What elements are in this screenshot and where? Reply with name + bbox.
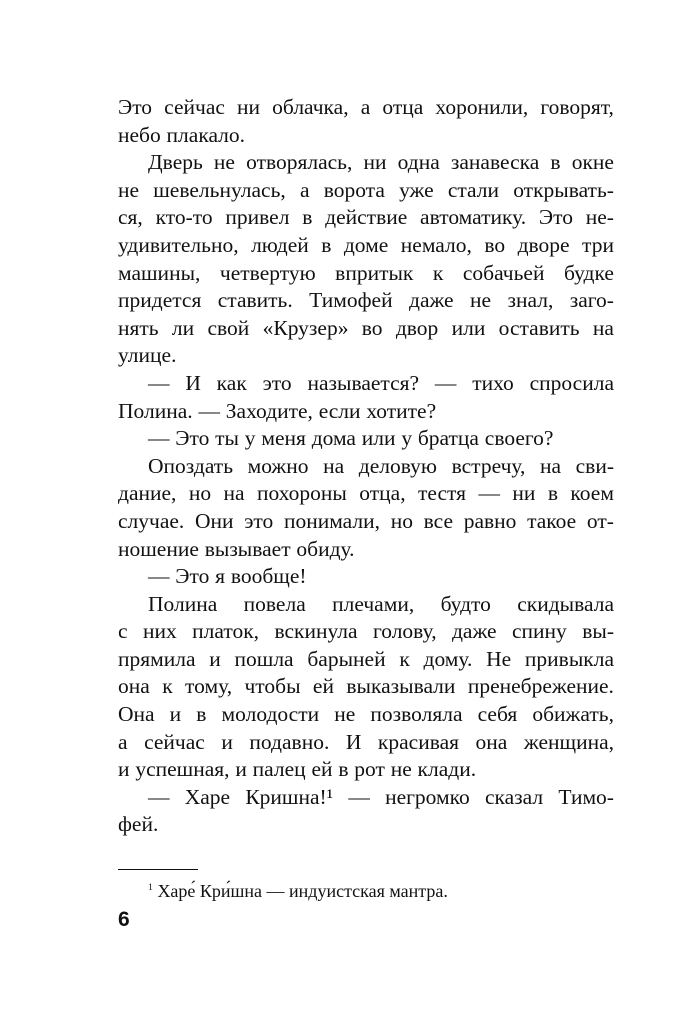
text-line: — И как это называется? — тихо спросила — [148, 370, 614, 395]
text-line: — Это я вообще! — [148, 564, 307, 589]
text-line: Полина повела плечами, будто скидывала — [148, 591, 614, 616]
text-line: Дверь не отворялась, ни одна занавеска в окне — [148, 150, 614, 175]
footnote-divider — [118, 869, 198, 870]
text-line: ся, кто-то привел в действие автоматику. Это не- — [118, 205, 614, 230]
text-line: удивительно, людей в доме немало, во дворе три — [118, 232, 614, 257]
text-line: — Харе Кришна!¹ — негромко сказал Тимо- — [148, 784, 614, 809]
text-line: она к тому, чтобы ей выказывали пренебрежение. — [118, 674, 614, 699]
footnote-marker: 1 — [148, 882, 153, 894]
text-line: улице. — [118, 343, 177, 368]
text-line: — Это ты у меня дома или у братца своего? — [148, 426, 554, 451]
text-line: с них платок, вскинула голову, даже спину вы- — [118, 619, 614, 644]
text-line: нять ли свой «Крузер» во двор или оставить на — [118, 315, 614, 340]
text-line: Опоздать можно на деловую встречу, на сви- — [148, 453, 614, 478]
footnote-text: Харе́ Кри́шна — индуистская мантра. — [157, 881, 448, 901]
footnote — [148, 879, 448, 903]
text-line: небо плакало. — [118, 122, 246, 147]
text-line: Полина. — Заходите, если хотите? — [118, 398, 437, 423]
text-line: ношение вызывает обиду. — [118, 536, 355, 561]
text-line: не шевельнулась, а ворота уже стали открывать- — [118, 177, 614, 202]
body-text — [118, 94, 614, 839]
text-line: а сейчас и подавно. И красивая она женщина, — [118, 729, 614, 754]
text-line: дание, но на похороны отца, тестя — ни в коем — [118, 481, 614, 506]
text-line: машины, четвертую впритык к собачьей будке — [118, 260, 614, 285]
text-line: случае. Они это понимали, но все равно такое от- — [118, 508, 614, 533]
text-line: придется ставить. Тимофей даже не знал, заго- — [118, 288, 614, 313]
text-line: и успешная, и палец ей в рот не клади. — [118, 757, 477, 782]
text-line: Это сейчас ни облачка, а отца хоронили, говорят, — [118, 95, 614, 119]
text-line: Она и в молодости не позволяла себя обижать, — [118, 702, 614, 727]
text-line: фей. — [118, 812, 159, 837]
text-line: прямила и пошла барыней к дому. Не привыкла — [118, 646, 614, 671]
page-number: 6 — [118, 908, 130, 931]
